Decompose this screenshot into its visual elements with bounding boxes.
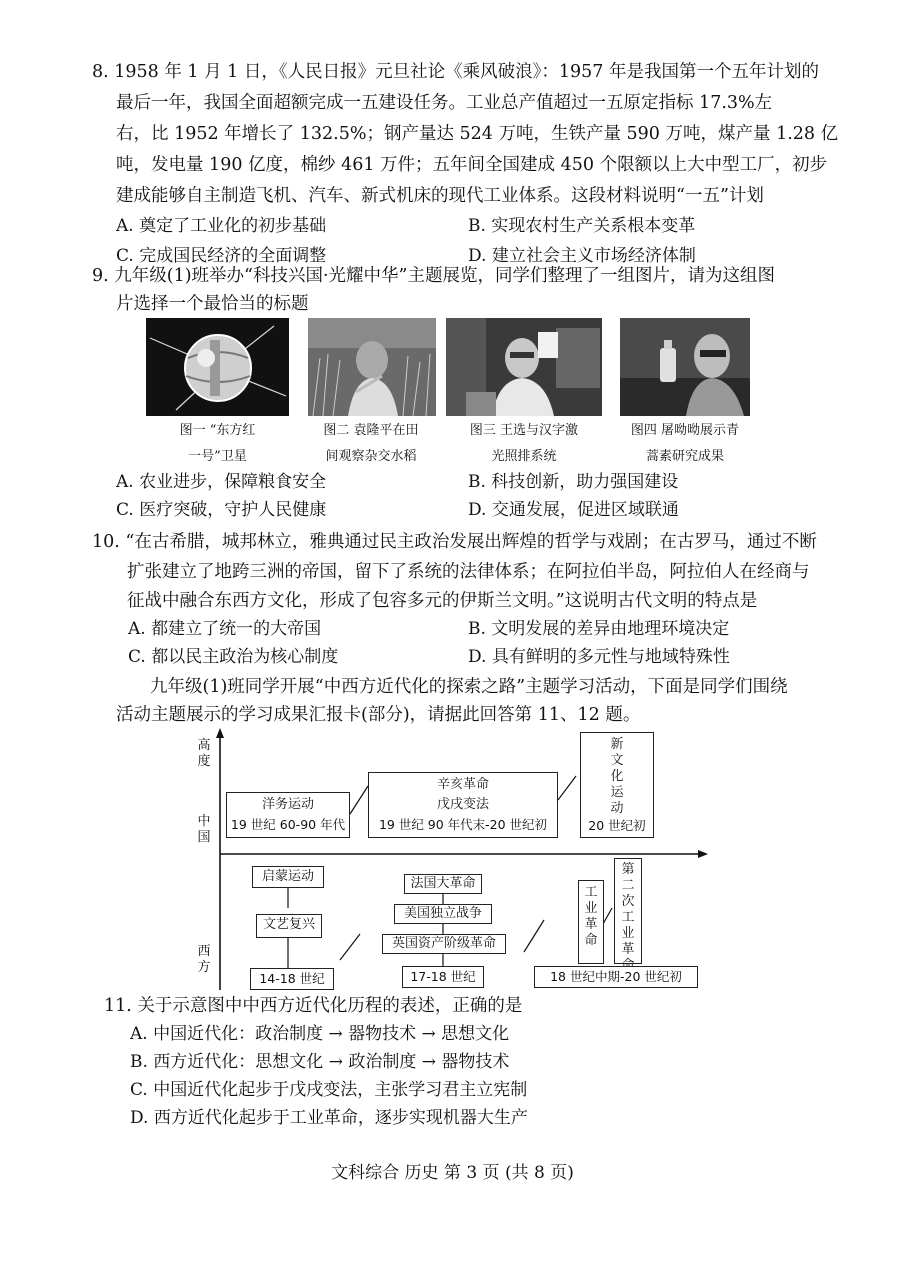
box-era-1: 14-18 世纪 (250, 968, 334, 990)
page-footer: 文科综合 历史 第 3 页 (共 8 页) (331, 1163, 574, 1183)
q8-line-4: 吨，发电量 190 亿度，棉纱 461 万件；五年间全国建成 450 个限额以上大中型工厂，初步 (116, 155, 828, 175)
caption-4-line-2: 蒿素研究成果 (645, 449, 724, 464)
caption-1-line-2: 一号”卫星 (188, 449, 247, 464)
artemisinin-photo (620, 318, 750, 416)
box-xinhai-wuxu (368, 772, 558, 838)
wuxu-label: 戊戌变法 (436, 797, 489, 812)
china-label: 中国 (197, 814, 211, 845)
yangwu-time: 19 世纪 60-90 年代 (230, 817, 346, 832)
intro-line-2: 活动主题展示的学习成果汇报卡(部分)，请据此回答第 11、12 题。 (116, 705, 641, 725)
q8-option-c[interactable]: C. 完成国民经济的全面调整 (116, 246, 327, 266)
box-wenyi: 文艺复兴 (256, 914, 322, 938)
q10-line-1: 10. “在古希腊，城邦林立，雅典通过民主政治发展出辉煌的哲学与戏剧；在古罗马，通过不断 (92, 532, 817, 552)
q11-option-d[interactable]: D. 西方近代化起步于工业革命，逐步实现机器大生产 (130, 1108, 528, 1128)
modernization-diagram (190, 728, 710, 992)
photo-caption-1 (140, 418, 295, 470)
q11-option-c[interactable]: C. 中国近代化起步于戊戌变法，主张学习君主立宪制 (130, 1080, 528, 1100)
intro-line-1: 九年级(1)班同学开展“中西方近代化的探索之路”主题学习活动，下面是同学们围绕 (150, 677, 788, 697)
west-label: 西方 (197, 944, 211, 975)
box-yingguo: 英国资产阶级革命 (382, 934, 506, 954)
box-era-3: 18 世纪中期-20 世纪初 (534, 966, 698, 988)
q10-line-2: 扩张建立了地跨三洲的帝国，留下了系统的法律体系；在阿拉伯半岛，阿拉伯人在经商与 (127, 562, 810, 582)
dierci-label: 第 二 次 工 业 革 (621, 862, 635, 957)
q10-option-c[interactable]: C. 都以民主政治为核心制度 (128, 647, 339, 667)
y-axis-top-label: 高度 (197, 738, 211, 769)
q8-line-3: 右，比 1952 年增长了 132.5%；钢产量达 524 万吨，生铁产量 590 万吨，煤产量 1.28 亿 (116, 124, 839, 144)
caption-2-line-1: 图二 袁隆平在田 (323, 423, 419, 438)
q11-stem: 11. 关于示意图中中西方近代化历程的表述，正确的是 (104, 996, 523, 1016)
yangwu-label: 洋务运动 (261, 797, 314, 812)
satellite-photo (146, 318, 289, 416)
box-gongye (578, 880, 604, 964)
q10-option-b[interactable]: B. 文明发展的差异由地理环境决定 (468, 619, 730, 639)
q10-option-a[interactable]: A. 都建立了统一的大帝国 (128, 619, 322, 639)
q9-line-2: 片选择一个最恰当的标题 (116, 294, 309, 314)
xinwenhua-label: 新 文 化 运 动 (610, 737, 624, 816)
q8-option-b[interactable]: B. 实现农村生产关系根本变革 (468, 216, 696, 236)
box-xinwenhua (580, 732, 654, 838)
box-dierci (614, 858, 642, 964)
q10-option-d[interactable]: D. 具有鲜明的多元性与地域特殊性 (468, 647, 730, 667)
q9-option-a[interactable]: A. 农业进步，保障粮食安全 (116, 472, 327, 492)
laser-typesetting-photo (446, 318, 602, 416)
box-qimeng: 启蒙运动 (252, 866, 324, 888)
photo-caption-4 (610, 418, 760, 470)
xinwenhua-time: 20 世纪初 (588, 818, 646, 833)
caption-1-line-1: 图一 “东方红 (179, 423, 256, 438)
q9-line-1: 9. 九年级(1)班举办“科技兴国·光耀中华”主题展览，同学们整理了一组图片，请为这组图 (92, 266, 776, 286)
xinhai-time: 19 世纪 90 年代末-20 世纪初 (378, 817, 548, 832)
rice-field-photo (308, 318, 436, 416)
q11-option-b[interactable]: B. 西方近代化：思想文化 → 政治制度 → 器物技术 (130, 1052, 510, 1072)
q8-option-a[interactable]: A. 奠定了工业化的初步基础 (116, 216, 327, 236)
q8-option-d[interactable]: D. 建立社会主义市场经济体制 (468, 246, 696, 266)
photo-caption-2 (296, 418, 446, 470)
box-faguo: 法国大革命 (404, 874, 482, 894)
box-yangwu (226, 792, 350, 838)
caption-2-line-2: 间观察杂交水稻 (325, 449, 417, 464)
box-meiguo: 美国独立战争 (394, 904, 492, 924)
xinhai-label: 辛亥革命 (436, 777, 489, 792)
q11-option-a[interactable]: A. 中国近代化：政治制度 → 器物技术 → 思想文化 (130, 1024, 510, 1044)
q9-option-d[interactable]: D. 交通发展，促进区域联通 (468, 500, 679, 520)
caption-4-line-1: 图四 屠呦呦展示青 (630, 423, 740, 438)
q8-line-5: 建成能够自主制造飞机、汽车、新式机床的现代工业体系。这段材料说明“一五”计划 (116, 186, 764, 206)
caption-3-line-1: 图三 王选与汉字激 (469, 423, 579, 438)
gongye-label: 工 业 革 命 (584, 885, 598, 948)
box-era-2: 17-18 世纪 (402, 966, 484, 988)
q8-line-2: 最后一年，我国全面超额完成一五建设任务。工业总产值超过一五原定指标 17.3%左 (116, 93, 773, 113)
q10-line-3: 征战中融合东西方文化，形成了包容多元的伊斯兰文明。”这说明古代文明的特点是 (127, 591, 758, 611)
q8-line-1: 8. 1958 年 1 月 1 日，《人民日报》元旦社论《乘风破浪》：1957 年是我国第一个五年计划的 (92, 62, 819, 82)
caption-3-line-2: 光照排系统 (491, 449, 557, 464)
photo-caption-3 (444, 418, 604, 470)
q9-option-b[interactable]: B. 科技创新，助力强国建设 (468, 472, 679, 492)
q9-option-c[interactable]: C. 医疗突破，守护人民健康 (116, 500, 327, 520)
